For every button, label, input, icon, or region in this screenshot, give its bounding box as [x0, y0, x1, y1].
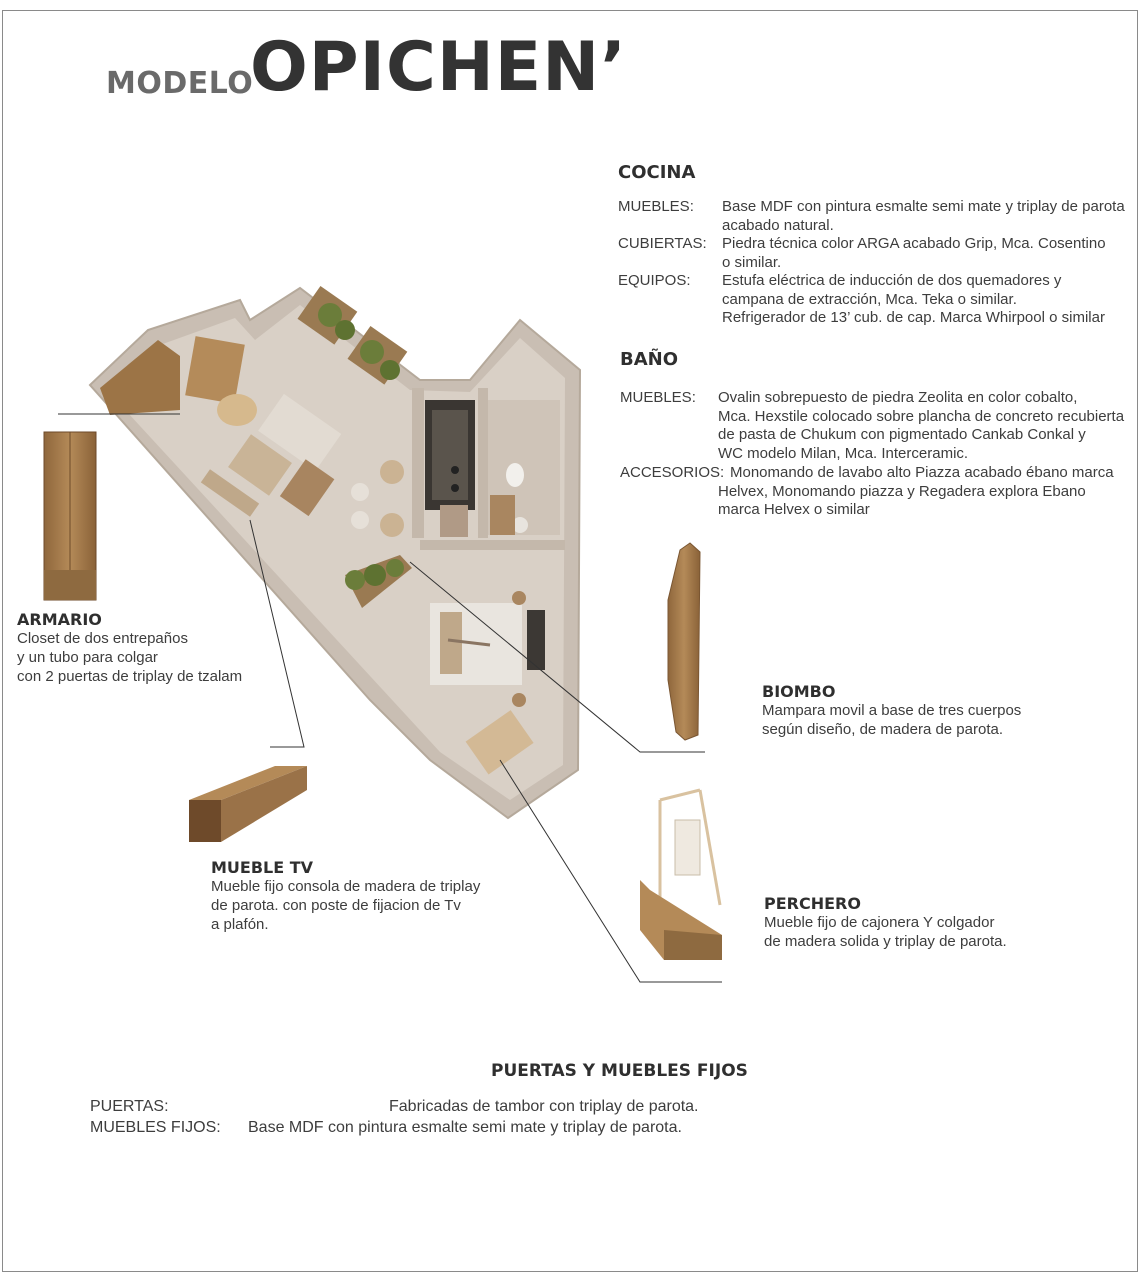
- bano-accesorios-label: ACCESORIOS:: [620, 464, 725, 481]
- mueble-tv-heading: MUEBLE TV: [211, 858, 314, 877]
- cocina-muebles-label: MUEBLES:: [618, 198, 694, 215]
- biombo-heading: BIOMBO: [762, 682, 836, 701]
- muebles-fijos-label: MUEBLES FIJOS:: [90, 1119, 221, 1136]
- biombo-line1: Mampara movil a base de tres cuerpos: [762, 702, 1022, 719]
- puertas-heading: PUERTAS Y MUEBLES FIJOS: [491, 1061, 748, 1081]
- cocina-heading: COCINA: [618, 162, 696, 183]
- cocina-cubiertas-label: CUBIERTAS:: [618, 235, 707, 252]
- cocina-equipos-line2: campana de extracción, Mca. Teka o similar.: [722, 290, 1017, 308]
- cocina-equipos-label: EQUIPOS:: [618, 272, 691, 289]
- puertas-value: Fabricadas de tambor con triplay de parota.: [389, 1098, 699, 1115]
- armario-line1: Closet de dos entrepaños: [17, 630, 188, 647]
- cocina-muebles-line1: Base MDF con pintura esmalte semi mate y triplay de parota: [722, 198, 1125, 215]
- bano-accesorios-line2: Helvex, Monomando piazza y Regadera explora Ebano: [718, 482, 1086, 500]
- armario-line3: con 2 puertas de triplay de tzalam: [17, 668, 243, 685]
- bano-heading: BAÑO: [620, 349, 679, 370]
- bano-muebles-line4: WC modelo Milan, Mca. Interceramic.: [718, 444, 969, 462]
- perchero-line2: de madera solida y triplay de parota.: [764, 933, 1007, 950]
- muebles-fijos-value: Base MDF con pintura esmalte semi mate y triplay de parota.: [248, 1119, 682, 1136]
- cocina-cubiertas-line2: o similar.: [722, 253, 782, 271]
- perchero-heading: PERCHERO: [764, 894, 861, 913]
- title-prefix: MODELO: [106, 66, 254, 101]
- biombo-line2: según diseño, de madera de parota.: [762, 721, 1004, 738]
- mueble-tv-line1: Mueble fijo consola de madera de triplay: [211, 878, 481, 895]
- bano-muebles-line2: Mca. Hexstile colocado sobre plancha de concreto recubierta: [718, 407, 1125, 425]
- bano-muebles-line3: de pasta de Chukum con pigmentado Cankab Conkal y: [718, 426, 1086, 443]
- bano-accesorios-line3: marca Helvex o similar: [718, 501, 870, 518]
- cocina-muebles-line2: acabado natural.: [722, 216, 834, 234]
- armario-line2: y un tubo para colgar: [17, 649, 158, 666]
- cocina-equipos-line3: Refrigerador de 13’ cub. de cap. Marca Whirpool o similar: [722, 309, 1105, 326]
- bano-muebles-label: MUEBLES:: [620, 389, 696, 406]
- puertas-label: PUERTAS:: [90, 1098, 169, 1115]
- bano-accesorios-line1: Monomando de lavabo alto Piazza acabado ébano marca: [730, 464, 1114, 481]
- perchero-line1: Mueble fijo de cajonera Y colgador: [764, 914, 995, 931]
- cocina-cubiertas-line1: Piedra técnica color ARGA acabado Grip, Mca. Cosentino: [722, 235, 1106, 252]
- mueble-tv-line3: a plafón.: [211, 916, 269, 933]
- model-title: OPICHEN’: [250, 28, 627, 107]
- bano-muebles-line1: Ovalin sobrepuesto de piedra Zeolita en color cobalto,: [718, 389, 1078, 406]
- mueble-tv-line2: de parota. con poste de fijacion de Tv: [211, 897, 461, 914]
- armario-heading: ARMARIO: [17, 610, 102, 629]
- cocina-equipos-line1: Estufa eléctrica de inducción de dos quemadores y: [722, 272, 1062, 289]
